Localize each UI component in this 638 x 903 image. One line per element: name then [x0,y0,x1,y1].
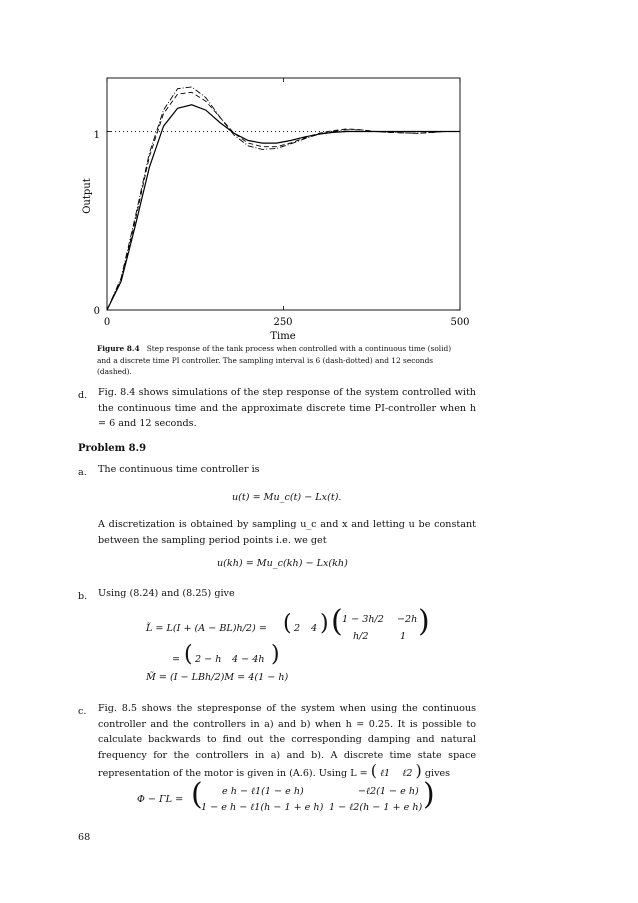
d-label: d. [78,390,88,401]
b-intro: Using (8.24) and (8.25) give [98,588,235,599]
b-eq1-lhs: L̃ = L(I + (A − BL)h/2) = [146,623,267,634]
series-line-solid [107,105,460,310]
paren-close-icon: ) [415,761,422,780]
series-line-dashed [107,92,460,310]
paren-open-icon: ( [370,761,377,780]
b-mat-11: 1 − 3h/2 [342,614,384,625]
xtick-0: 0 [103,317,111,328]
a-label: a. [78,467,87,478]
c-eq-lhs: Φ − ΓL = [137,794,184,805]
c-paragraph [98,701,476,782]
paren-open-icon: ( [331,604,343,639]
d-paragraph: Fig. 8.4 shows simulations of the step response of the system controlled with the continuous time and the approximate discrete time PI-controller when h = 6 and 12 seconds. [98,387,476,429]
xtick-500: 500 [450,317,470,328]
figure-caption [97,343,467,378]
paren-close-icon: ) [423,777,435,812]
page-number: 68 [78,832,91,843]
b-mat-21: h/2 [353,631,369,642]
equation-1: u(t) = Mu_c(t) − Lx(t). [232,492,342,503]
paren-open-icon: ( [283,611,292,636]
caption-label: Figure 8.4 [97,344,140,353]
series-group [107,87,460,310]
c-mat-21: 1 − e h − ℓ1(h − 1 + e h) [201,802,324,813]
c-mat-11: e h − ℓ1(1 − e h) [222,786,304,797]
c-gives: gives [424,768,451,779]
b-eq2-lhs: = [172,654,181,665]
xtick-250: 250 [273,317,293,328]
paren-close-icon: ) [320,611,329,636]
c-L-1: ℓ1 [380,768,391,779]
step-response-chart [0,0,638,350]
c-paragraph-text: Fig. 8.5 shows the stepresponse of the system when using the continuous controller and the controllers in a) and b) when h = 0.25. It is possible to calculate backwards to find out the corresponding damping and natural frequency for the controllers in a) and b). A discrete time state space representation of the motor is given in (A.6). Using L = [98,703,476,779]
b-vec2-1: 2 − h [195,654,222,665]
c-mat-12: −ℓ2(1 − e h) [358,786,419,797]
y-axis-label: Output [82,178,93,214]
paren-close-icon: ) [271,642,280,667]
equation-2: u(kh) = Mu_c(kh) − Lx(kh) [217,558,348,569]
b-vec2-2: 4 − 4h [232,654,265,665]
c-label: c. [78,706,87,717]
ytick-1: 1 [93,130,100,141]
c-mat-22: 1 − ℓ2(h − 1 + e h) [329,802,423,813]
b-label: b. [78,591,88,602]
c-L-2: ℓ2 [402,768,413,779]
paren-open-icon: ( [184,642,193,667]
a-paragraph-2: A discretization is obtained by sampling u_c and x and letting u be constant between the sampling period points i.e. we get [98,519,476,546]
b-vec-1: 2 [294,623,301,634]
x-axis-label: Time [270,331,296,342]
a-intro: The continuous time controller is [98,464,260,475]
b-mat-22: 1 [400,631,407,642]
paren-close-icon: ) [418,604,430,639]
axis-ticks [107,78,460,310]
paren-open-icon: ( [191,777,203,812]
series-line-dash-dotted [107,87,460,310]
problem-heading: Problem 8.9 [78,443,147,454]
caption-text: Step response of the tank process when controlled with a continuous time (solid) and a discrete time PI controller. The sampling interval is 6 (dash-dotted) and 12 seconds (dashed). [97,344,452,376]
b-eq3: M̃ = (I − LBh/2)M = 4(1 − h) [146,672,289,683]
b-vec-2: 4 [311,623,318,634]
plot-frame [107,78,460,310]
ytick-0: 0 [93,306,100,317]
b-mat-12: −2h [397,614,418,625]
